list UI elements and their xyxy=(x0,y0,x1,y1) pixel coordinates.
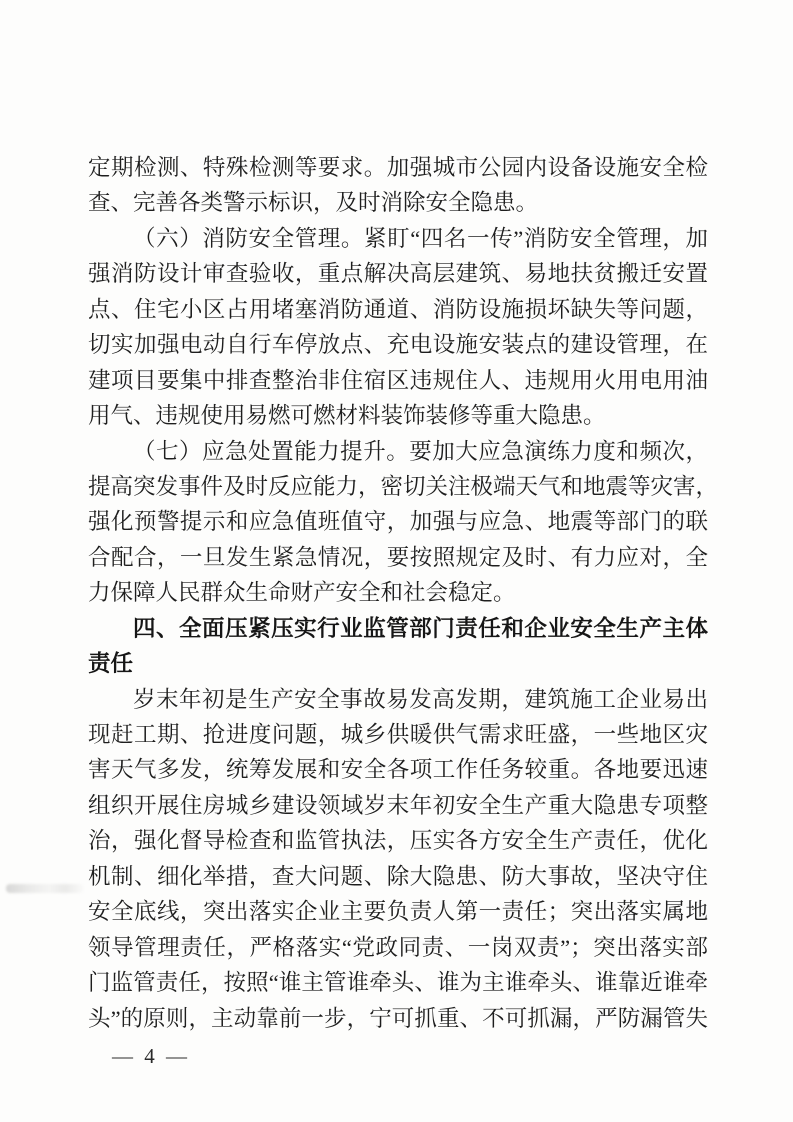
text-line: 点、住宅小区占用堵塞消防通道、消防设施损坏缺失等问题， xyxy=(88,296,708,322)
text-line: 安全底线，突出落实企业主要负责人第一责任；突出落实属地 xyxy=(88,899,708,925)
text-line: 查、完善各类警示标识，及时消除安全隐患。 xyxy=(88,190,539,216)
text-line: 治，强化督导检查和监管执法，压实各方安全生产责任，优化 xyxy=(88,828,708,854)
text-line: 用气、违规使用易燃可燃材料装饰装修等重大隐患。 xyxy=(88,403,606,429)
text-line: 头”的原则，主动靠前一步，宁可抓重、不可抓漏，严防漏管失 xyxy=(88,1005,708,1031)
text-line: （七）应急处置能力提升。要加大应急演练力度和频次， xyxy=(133,438,708,464)
text-line: 力保障人民群众生命财产安全和社会稳定。 xyxy=(88,580,516,606)
page-number: — 4 — xyxy=(112,1044,190,1068)
text-line: 提高突发事件及时反应能力，密切关注极端天气和地震等灾害， xyxy=(88,473,719,499)
text-line: 强化预警提示和应急值班值守，加强与应急、地震等部门的联 xyxy=(88,509,708,535)
text-line: 害天气多发，统筹发展和安全各项工作任务较重。各地要迅速 xyxy=(88,757,708,783)
text-line: 强消防设计审查验收，重点解决高层建筑、易地扶贫搬迁安置 xyxy=(88,261,708,287)
text-line: 机制、细化举措，查大问题、除大隐患、防大事故，坚决守住 xyxy=(88,863,708,889)
text-line: 定期检测、特殊检测等要求。加强城市公园内设备设施安全检 xyxy=(88,155,708,180)
text-line: （六）消防安全管理。紧盯“四名一传”消防安全管理，加 xyxy=(133,225,708,251)
text-line: 合配合，一旦发生紧急情况，要按照规定及时、有力应对，全 xyxy=(88,544,708,570)
section-heading-line: 四、全面压紧压实行业监管部门责任和企业安全生产主体 xyxy=(133,615,708,641)
document-body xyxy=(88,150,719,1036)
text-line: 切实加强电动自行车停放点、充电设施安装点的建设管理，在 xyxy=(88,332,708,358)
text-line: 领导管理责任，严格落实“党政同责、一岗双责”；突出落实部 xyxy=(88,934,708,960)
section-heading-line: 责任 xyxy=(88,651,134,677)
scan-smudge-artifact xyxy=(6,884,84,893)
text-line: 现赶工期、抢进度问题，城乡供暖供气需求旺盛，一些地区灾 xyxy=(88,722,708,747)
text-line: 建项目要集中排查整治非住宿区违规住人、违规用火用电用油 xyxy=(88,367,708,393)
text-line: 组织开展住房城乡建设领域岁末年初安全生产重大隐患专项整 xyxy=(88,792,708,818)
text-line: 岁末年初是生产安全事故易发高发期，建筑施工企业易出 xyxy=(133,686,708,712)
text-line: 门监管责任，按照“谁主管谁牵头、谁为主谁牵头、谁靠近谁牵 xyxy=(88,970,708,996)
